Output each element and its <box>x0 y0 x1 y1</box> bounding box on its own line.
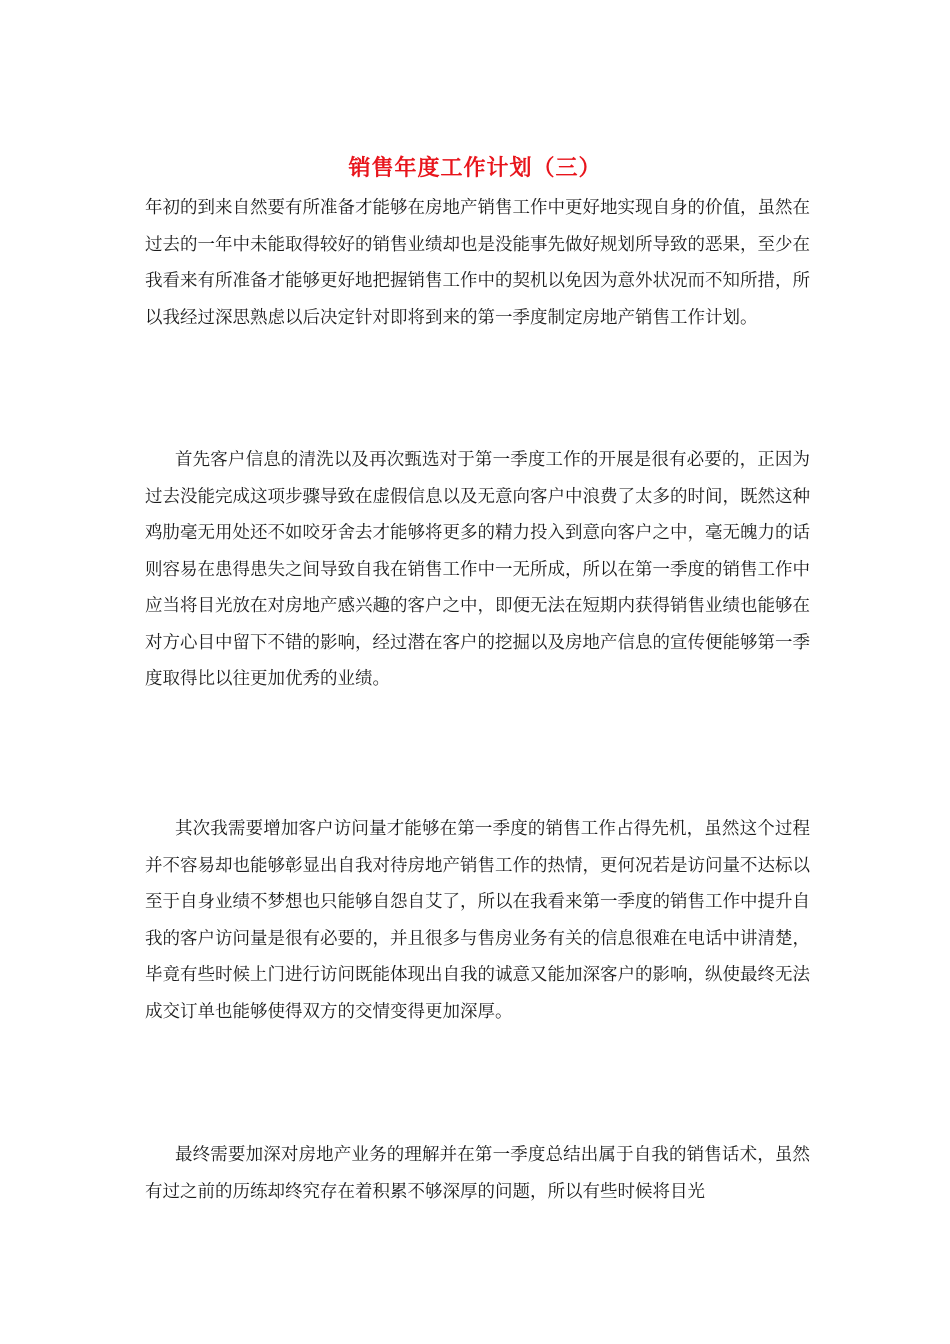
paragraph-client-visits: 其次我需要增加客户访问量才能够在第一季度的销售工作占得先机，虽然这个过程并不容易却也能够彰显出自我对待房地产销售工作的热情，更何况若是访问量不达标以至于自身业绩不梦想也只能够自怨自艾了，所以在我看来第一季度的销售工作中提升自我的客户访问量是很有必要的，并且很多与售房业务有关的信息很难在电话中讲清楚，毕竟有些时候上门进行访问既能体现出自我的诚意又能加深客户的影响，纵使最终无法成交订单也能够使得双方的交情变得更加深厚。 <box>145 819 810 1022</box>
paragraph-intro: 年初的到来自然要有所准备才能够在房地产销售工作中更好地实现自身的价值，虽然在过去的一年中未能取得较好的销售业绩却也是没能事先做好规划所导致的恶果，至少在我看来有所准备才能够更好地把握销售工作中的契机以免因为意外状况而不知所措，所以我经过深思熟虑以后决定针对即将到来的第一季度制定房地产销售工作计划。 <box>145 198 810 328</box>
page-title: 销售年度工作计划（三） <box>348 155 602 181</box>
paragraph-sales-script: 最终需要加深对房地产业务的理解并在第一季度总结出属于自我的销售话术，虽然有过之前的历练却终究存在着积累不够深厚的问题，所以有些时候将目光 <box>145 1145 810 1202</box>
paragraph-client-screening: 首先客户信息的清洗以及再次甄选对于第一季度工作的开展是很有必要的，正因为过去没能完成这项步骤导致在虚假信息以及无意向客户中浪费了太多的时间，既然这种鸡肋毫无用处还不如咬牙舍去才能够将更多的精力投入到意向客户之中，毫无魄力的话则容易在患得患失之间导致自我在销售工作中一无所成，所以在第一季度的销售工作中应当将目光放在对房地产感兴趣的客户之中，即便无法在短期内获得销售业绩也能够在对方心目中留下不错的影响，经过潜在客户的挖掘以及房地产信息的宣传便能够第一季度取得比以往更加优秀的业绩。 <box>145 450 810 689</box>
